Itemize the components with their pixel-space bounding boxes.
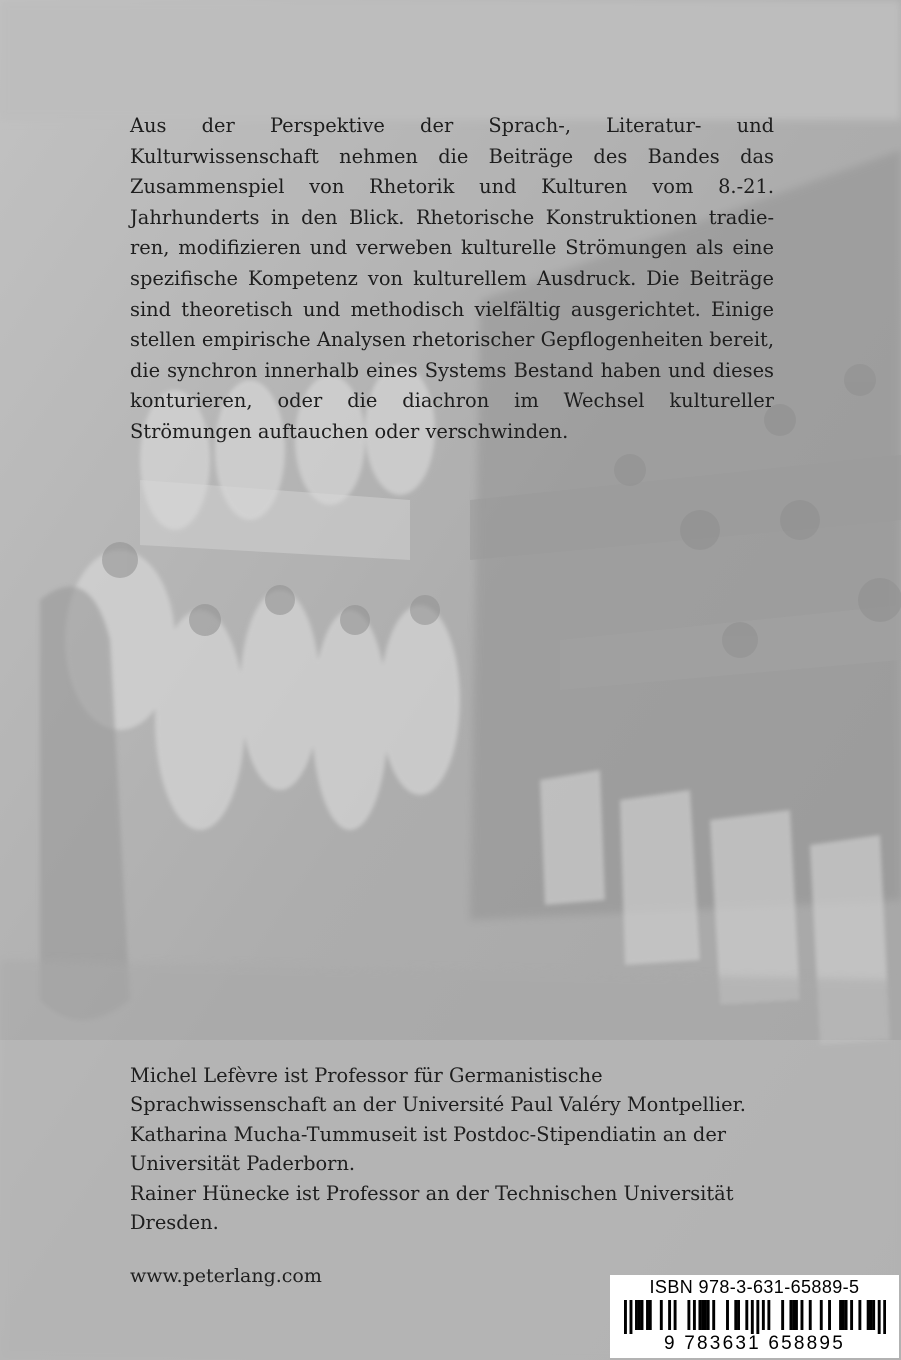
barcode-bar xyxy=(883,1300,886,1334)
barcode-bar xyxy=(635,1300,638,1330)
barcode-bar xyxy=(845,1300,848,1330)
barcode-bar xyxy=(693,1300,696,1330)
barcode-bar xyxy=(712,1300,715,1330)
barcode-bar xyxy=(792,1300,795,1330)
publisher-url[interactable]: www.peterlang.com xyxy=(130,1265,322,1287)
barcode-bar xyxy=(869,1300,872,1330)
barcode-bar xyxy=(751,1300,754,1334)
barcode-bar xyxy=(820,1300,823,1330)
barcode-bar xyxy=(842,1300,845,1330)
author-bio-lefevre: Michel Lefèvre ist Professor für Germanistische Sprachwissenschaft an der Université Paul Valéry Montpellier. xyxy=(130,1064,746,1117)
barcode-bar xyxy=(630,1300,633,1334)
barcode-bar xyxy=(756,1300,759,1334)
barcode-bar xyxy=(701,1300,704,1330)
barcode-bar xyxy=(638,1300,641,1330)
barcode-bar xyxy=(809,1300,812,1330)
barcode-bar xyxy=(704,1300,707,1330)
barcode-bar xyxy=(624,1300,627,1334)
barcode-bar xyxy=(795,1300,798,1330)
barcode-bar xyxy=(872,1300,875,1330)
author-bio-mucha-tummuseit: Katharina Mucha-Tummuseit ist Postdoc-Stipendiatin an der Universität Paderborn. xyxy=(130,1122,727,1176)
barcode-bar xyxy=(641,1300,644,1330)
barcode-bar xyxy=(828,1300,831,1330)
barcode-bar xyxy=(707,1300,710,1330)
barcode-bar xyxy=(839,1300,842,1330)
barcode-bar xyxy=(646,1300,649,1330)
barcode-bar xyxy=(726,1300,729,1330)
author-bios xyxy=(130,1061,790,1237)
barcode-bar xyxy=(850,1300,853,1330)
barcode-bar xyxy=(878,1300,881,1334)
barcode-bar xyxy=(781,1300,784,1330)
barcode-bar xyxy=(660,1300,663,1330)
isbn-label: ISBN 978-3-631-65889-5 xyxy=(649,1277,860,1297)
barcode-bar xyxy=(767,1300,770,1330)
cover-blurb: Aus der Perspektive der Sprach-, Literatur- und Kulturwissenschaft nehmen die Beiträge des Bandes das Zusammenspiel von Rhetorik und Kulturen vom 8.-21. Jahrhunderts in den Blick. Rhetorische Konstruktionen tradieren, modifizieren und verweben kulturelle Strömungen als eine spezifische Kompetenz von kulturellem Ausdruck. Die Beiträge sind theoretisch und methodisch vielfältig ausgerichtet. Einige stellen empirische Analysen rhetorischer Gepflogenheiten bereit, die synchron innerhalb eines Systems Bestand haben und dieses konturieren, oder die diachron im Wechsel kultureller Strömungen auftauchen oder verschwinden. xyxy=(130,114,774,443)
barcode-bar xyxy=(668,1300,671,1330)
barcode-bar xyxy=(698,1300,701,1330)
isbn-barcode xyxy=(610,1275,899,1358)
barcode-bar xyxy=(687,1300,690,1330)
barcode-bar xyxy=(649,1300,652,1330)
barcode-bar xyxy=(734,1300,737,1330)
barcode-digits: 9 783631 658895 xyxy=(664,1333,845,1354)
barcode-bar xyxy=(762,1300,765,1330)
barcode-bar xyxy=(737,1300,740,1330)
barcode-bar xyxy=(789,1300,792,1330)
barcode-bar xyxy=(674,1300,677,1330)
author-bio-huenecke: Rainer Hünecke ist Professor an der Technischen Universität Dresden. xyxy=(130,1181,734,1235)
barcode-bar xyxy=(867,1300,870,1330)
barcode-bar xyxy=(801,1300,804,1330)
barcode-bar xyxy=(745,1300,748,1330)
barcode-bar xyxy=(858,1300,861,1330)
barcode-bars xyxy=(624,1300,886,1334)
